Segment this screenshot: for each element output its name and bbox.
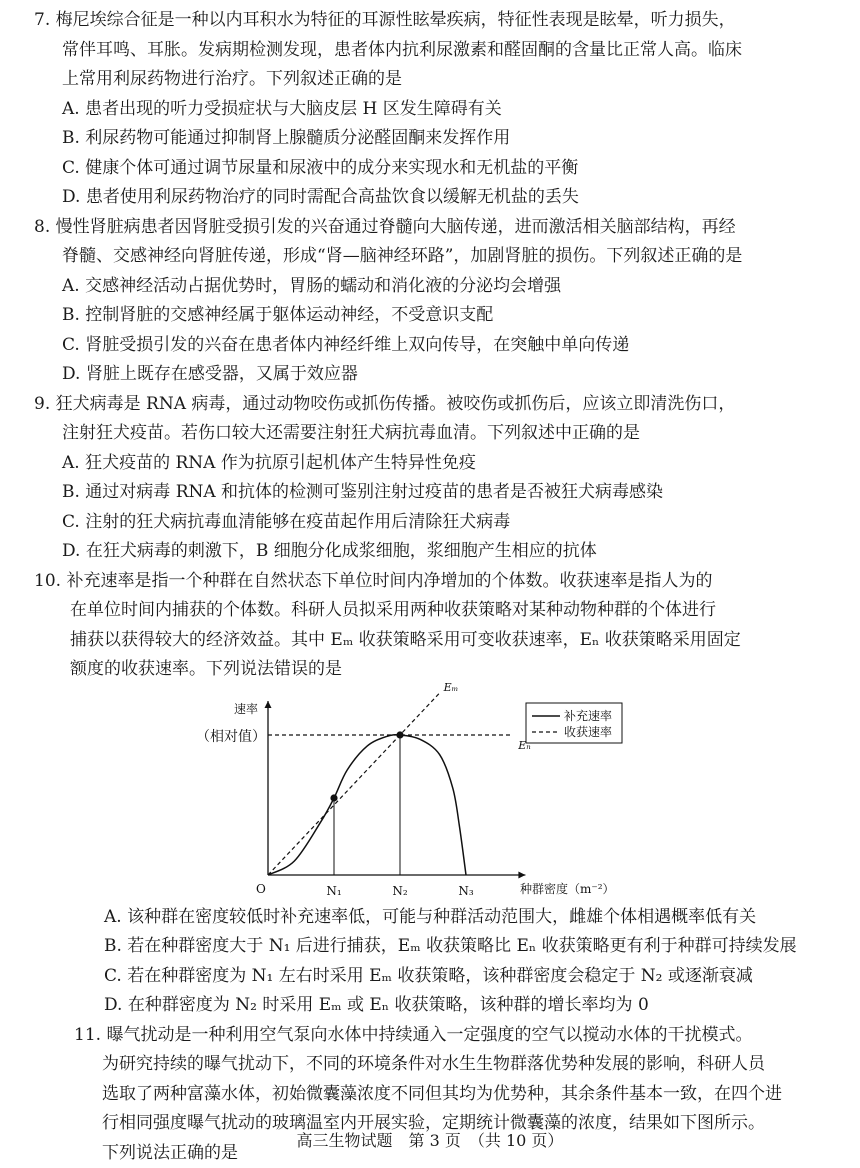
chart-lines: [268, 693, 512, 875]
q7-option-c: C. 健康个体可通过调节尿量和尿液中的成分来实现水和无机盐的平衡: [0, 154, 860, 184]
y-axis-label: 速率: [234, 701, 258, 716]
q9-stem-line: 9. 狂犬病毒是 RNA 病毒，通过动物咬伤或抓伤传播。被咬伤或抓伤后，应该立即清洗伤口，: [0, 390, 860, 420]
y-axis-arrow: [265, 701, 272, 708]
q8-stem-line: 8. 慢性肾脏病患者因肾脏受损引发的兴奋通过脊髓向大脑传递，进而激活相关脑部结构，再经: [0, 213, 860, 243]
legend-label-harvest: 收获速率: [564, 724, 612, 739]
q8-option-c: C. 肾脏受损引发的兴奋在患者体内神经纤维上双向传导，在突触中单向传递: [0, 331, 860, 361]
question-10: [0, 567, 860, 1021]
q10-option-c: C. 若在种群密度为 N₁ 左右时采用 Eₘ 收获策略，该种群密度会稳定于 N₂ 或逐渐衰减: [0, 962, 860, 992]
intersection-point: [396, 731, 403, 738]
q10-stem-line: 10. 补充速率是指一个种群在自然状态下单位时间内净增加的个体数。收获速率是指人为的: [0, 567, 860, 597]
q10-stem-line: 在单位时间内捕获的个体数。科研人员拟采用两种收获策略对某种动物种群的个体进行: [0, 596, 860, 626]
harvest-line-label: Eₙ: [517, 739, 531, 752]
intersection-point: [330, 794, 337, 801]
y-axis-sublabel: （相对值）: [196, 728, 266, 745]
question-8: [0, 213, 860, 390]
q8-option-b: B. 控制肾脏的交感神经属于躯体运动神经，不受意识支配: [0, 301, 860, 331]
legend-label-replenish: 补充速率: [564, 708, 612, 723]
x-tick-label: N₂: [392, 884, 408, 898]
chart-axes: [265, 701, 526, 879]
q7-option-a: A. 患者出现的听力受损症状与大脑皮层 H 区发生障碍有关: [0, 95, 860, 125]
rate-density-chart: [190, 689, 630, 901]
q11-stem-line: 11. 曝气扰动是一种利用空气泵向水体中持续通入一定强度的空气以搅动水体的干扰模式。: [0, 1021, 860, 1051]
series-line-replenish: [268, 734, 466, 874]
q7-stem-line: 常伴耳鸣、耳胀。发病期检测发现，患者体内抗利尿激素和醛固酮的含量比正常人高。临床: [0, 36, 860, 66]
q11-stem-line: 为研究持续的曝气扰动下，不同的环境条件对水生生物群落优势种发展的影响，科研人员: [0, 1050, 860, 1080]
q8-stem-line: 脊髓、交感神经向肾脏传递，形成“肾—脑神经环路”，加剧肾脏的损伤。下列叙述正确的是: [0, 242, 860, 272]
q7-stem-line: 7. 梅尼埃综合征是一种以内耳积水为特征的耳源性眩晕疾病，特征性表现是眩晕，听力损失，: [0, 6, 860, 36]
q10-chart: [0, 689, 860, 901]
q9-stem-line: 注射狂犬疫苗。若伤口较大还需要注射狂犬病抗毒血清。下列叙述中正确的是: [0, 419, 860, 449]
exam-page: [0, 6, 860, 1168]
question-9: [0, 390, 860, 567]
q10-option-b: B. 若在种群密度大于 N₁ 后进行捕获，Eₘ 收获策略比 Eₙ 收获策略更有利于种群可持续发展: [0, 932, 860, 962]
x-tick-label: N₃: [458, 884, 474, 898]
q9-option-c: C. 注射的狂犬病抗毒血清能够在疫苗起作用后清除狂犬病毒: [0, 508, 860, 538]
q11-stem-line: 下列说法正确的是: [0, 1139, 860, 1168]
page-footer: 高三生物试题 第 3 页 （共 10 页）: [0, 1126, 860, 1156]
q10-option-d: D. 在种群密度为 N₂ 时采用 Eₘ 或 Eₙ 收获策略，该种群的增长率均为 0: [0, 991, 860, 1021]
series-line-harvest: [268, 693, 440, 875]
q7-stem-line: 上常用利尿药物进行治疗。下列叙述正确的是: [0, 65, 860, 95]
chart-legend: [526, 703, 622, 743]
q9-option-d: D. 在狂犬病毒的刺激下，B 细胞分化成浆细胞，浆细胞产生相应的抗体: [0, 537, 860, 567]
q10-stem-line: 额度的收获速率。下列说法错误的是: [0, 655, 860, 685]
q7-option-b: B. 利尿药物可能通过抑制肾上腺髓质分泌醛固酮来发挥作用: [0, 124, 860, 154]
harvest-line-label: Eₘ: [443, 681, 459, 694]
x-axis-arrow: [518, 871, 525, 878]
question-7: [0, 6, 860, 213]
q10-stem-line: 捕获以获得较大的经济效益。其中 Eₘ 收获策略采用可变收获速率，Eₙ 收获策略采用固定: [0, 626, 860, 656]
x-tick-label: N₁: [326, 884, 341, 898]
q9-option-b: B. 通过对病毒 RNA 和抗体的检测可鉴别注射过疫苗的患者是否被狂犬病毒感染: [0, 478, 860, 508]
q8-option-d: D. 肾脏上既存在感受器，又属于效应器: [0, 360, 860, 390]
q10-option-a: A. 该种群在密度较低时补充速率低，可能与种群活动范围大，雌雄个体相遇概率低有关: [0, 903, 860, 933]
q7-option-d: D. 患者使用利尿药物治疗的同时需配合高盐饮食以缓解无机盐的丢失: [0, 183, 860, 213]
q11-stem-line: 选取了两种富藻水体，初始微囊藻浓度不同但其均为优势种，其余条件基本一致，在四个进: [0, 1080, 860, 1110]
q11-stem-line: 行相同强度曝气扰动的玻璃温室内开展实验，定期统计微囊藻的浓度，结果如下图所示。: [0, 1109, 860, 1139]
q9-option-a: A. 狂犬疫苗的 RNA 作为抗原引起机体产生特异性免疫: [0, 449, 860, 479]
x-axis-label: 种群密度（m⁻²）: [520, 881, 615, 896]
q8-option-a: A. 交感神经活动占据优势时，胃肠的蠕动和消化液的分泌均会增强: [0, 272, 860, 302]
chart-labels: [196, 681, 615, 898]
origin-label: O: [256, 882, 266, 896]
